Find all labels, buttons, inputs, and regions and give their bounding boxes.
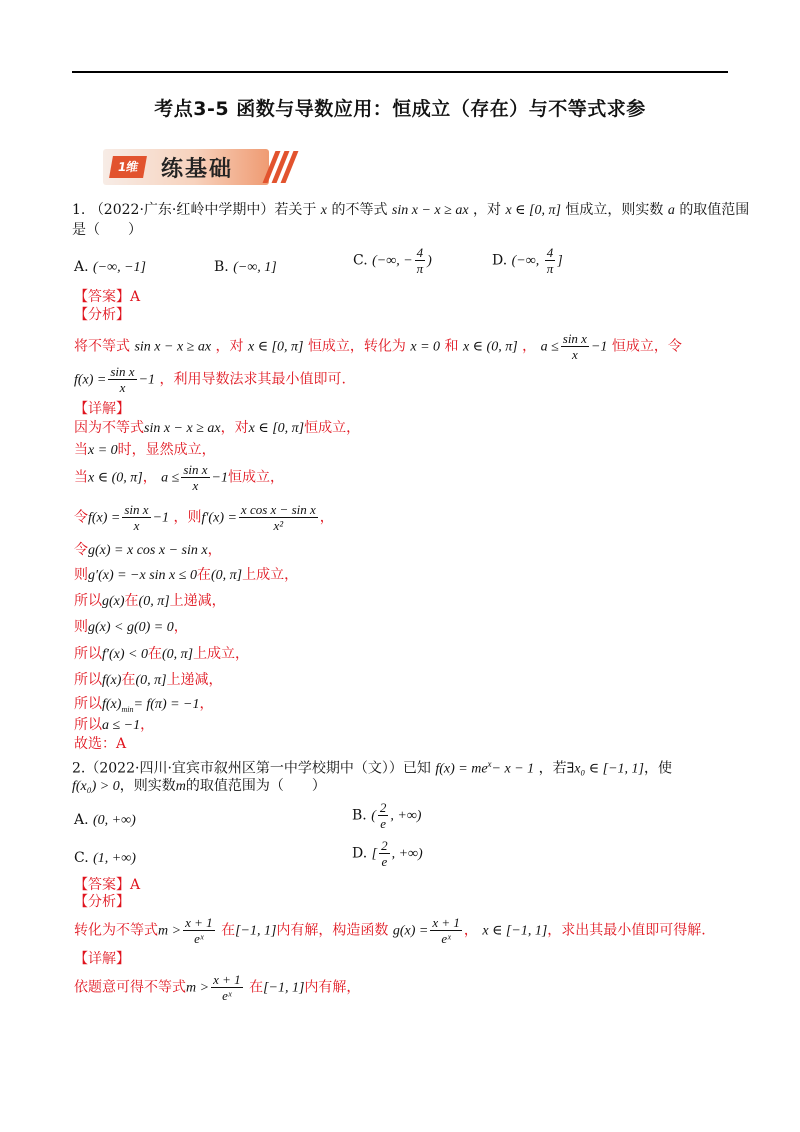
- q1-text-b: ，对: [473, 202, 501, 218]
- q1-detail-line8: 则g(x) < g(0) = 0，: [74, 619, 188, 635]
- q1-text-a: 的不等式: [331, 202, 388, 218]
- q1-detail-line5: 令g(x) = x cos x − sin x，: [74, 542, 222, 558]
- q1-option-a[interactable]: [74, 257, 146, 278]
- q1-detail-line1: 因为不等式sin x − x ≥ ax，对x ∈ [0, π]恒成立，: [74, 420, 361, 436]
- q2-analysis-label: 【分析】: [74, 894, 130, 910]
- section-banner: [103, 149, 293, 185]
- q1-number: 1.: [72, 202, 86, 218]
- q2-detail-line1: 依题意可得不等式m > $\frac{x + 1}{\text{eˣ}}$ 在[−1, 1]内有解，: [74, 972, 361, 1003]
- q1-domain: x ∈ [0, π]: [505, 203, 561, 218]
- option-label: B.: [214, 259, 229, 275]
- q1-var-a: a: [667, 203, 675, 218]
- q2-detail-label: 【详解】: [74, 951, 130, 967]
- option-value: (1, +∞): [93, 851, 136, 866]
- q1-detail-line4: 令f(x) = $\frac{\text{sin x}}{x}$ −1 ，则f′(x) = $\frac{\text{x cos x − sin x}}{\text{x²}}$ ，: [74, 502, 334, 533]
- option-label: B.: [352, 807, 367, 824]
- option-label: D.: [352, 845, 368, 862]
- q1-analysis-line1: 将不等式 sin x − x ≥ ax ，对 x ∈ [0, π] 恒成立，转化为 x = 0 和 x ∈ (0, π] ， a ≤ $\frac{\text{sin x}}{x}$ −1 恒成立，令: [74, 331, 682, 362]
- option-value: (: [371, 808, 376, 824]
- q2-option-c[interactable]: [74, 848, 136, 869]
- q1-text-c: 恒成立，则实数: [565, 202, 664, 218]
- option-fraction: $\frac{2}{e}$: [381, 838, 388, 869]
- q1-analysis-label: 【分析】: [74, 307, 130, 323]
- q1-analysis-line2: f(x) = $\frac{\text{sin x}}{x}$ −1 ，利用导数法求其最小值即可.: [74, 364, 346, 395]
- q1-source: （2022·广东·红岭中学期中）若关于: [89, 202, 317, 218]
- q1-detail-line10: 所以f(x)在(0, π]上递减，: [74, 672, 223, 688]
- q1-option-c[interactable]: [353, 245, 432, 276]
- option-fraction: $\frac{2}{e}$: [379, 800, 387, 831]
- banner-tag: 1维: [109, 156, 147, 178]
- option-label: C.: [353, 252, 368, 269]
- option-label: D.: [492, 252, 508, 269]
- top-rule: [72, 71, 728, 73]
- q2-stem-line1: 2.（2022·四川·宜宾市叙州区第一中学校期中（文））已知 $f(x) = me^x- x - 1$ ，若∃x₀ ∈ [−1, 1]，使: [72, 759, 673, 777]
- q2-stem-line2: f(x₀) > 0，则实数m的取值范围为（ ）: [72, 778, 326, 794]
- q1-detail-conclusion: 故选：A: [74, 736, 127, 752]
- banner-stripes-decoration: [261, 151, 295, 183]
- q1-detail-line11: 所以$f(x)_{min}= f(\pi) = -1$，: [74, 696, 214, 714]
- q2-option-d[interactable]: [352, 838, 423, 869]
- q2-option-a[interactable]: [74, 810, 136, 831]
- option-value: (−∞, −1]: [93, 260, 147, 275]
- q1-text-d: 的取值范围: [679, 202, 750, 218]
- option-value: (−∞, −: [372, 253, 413, 269]
- option-fraction: $\frac{4}{\pi}$: [546, 245, 554, 276]
- option-value-end: , +∞): [390, 808, 422, 824]
- q1-stem-line1: [72, 201, 749, 220]
- q1-detail-line12: 所以a ≤ −1，: [74, 717, 155, 733]
- option-label: C.: [74, 850, 89, 866]
- option-value-end: ): [427, 253, 432, 269]
- q1-inequality: sin x − x ≥ ax: [391, 203, 469, 218]
- q1-detail-line6: 则g′(x) = −x sin x ≤ 0在(0, π]上成立，: [74, 567, 299, 583]
- q1-answer: 【答案】A: [74, 289, 141, 305]
- option-value: (−∞, 1]: [233, 260, 277, 275]
- page-title: 考点3-5 函数与导数应用：恒成立（存在）与不等式求参: [154, 98, 646, 120]
- banner-label: 练基础: [161, 157, 234, 182]
- q1-detail-line3: 当x ∈ (0, π]， a ≤ $\frac{\text{sin x}}{x}$ −1恒成立，: [74, 462, 284, 493]
- option-value: [: [371, 846, 378, 862]
- option-value: (0, +∞): [93, 813, 136, 828]
- q1-detail-line9: 所以f′(x) < 0在(0, π]上成立，: [74, 646, 250, 662]
- q1-option-b[interactable]: [214, 257, 277, 278]
- option-value-end: ]: [557, 253, 563, 269]
- q2-analysis-line: 转化为不等式m > $\frac{x + 1}{\text{eˣ}}$ 在[−1, 1]内有解，构造函数 g(x) = $\frac{x + 1}{\text{eˣ}}$ ， x ∈ [−1, 1]，求出其最小值即可得解.: [74, 915, 706, 946]
- q1-detail-line2: 当x = 0时，显然成立，: [74, 442, 216, 458]
- q1-stem-line2: 是（ ）: [72, 222, 142, 238]
- option-fraction: $\frac{4}{\pi}$: [416, 245, 424, 276]
- q1-option-d[interactable]: [492, 245, 563, 276]
- option-label: A.: [74, 812, 89, 828]
- q1-detail-line7: 所以g(x)在(0, π]上递减，: [74, 593, 226, 609]
- option-value-end: , +∞): [391, 846, 423, 862]
- q2-answer: 【答案】A: [74, 877, 141, 893]
- q1-var-x: x: [320, 203, 328, 218]
- option-label: A.: [74, 259, 89, 275]
- q2-option-b[interactable]: [352, 800, 421, 831]
- option-value: (−∞,: [511, 253, 543, 269]
- q1-detail-label: 【详解】: [74, 401, 130, 417]
